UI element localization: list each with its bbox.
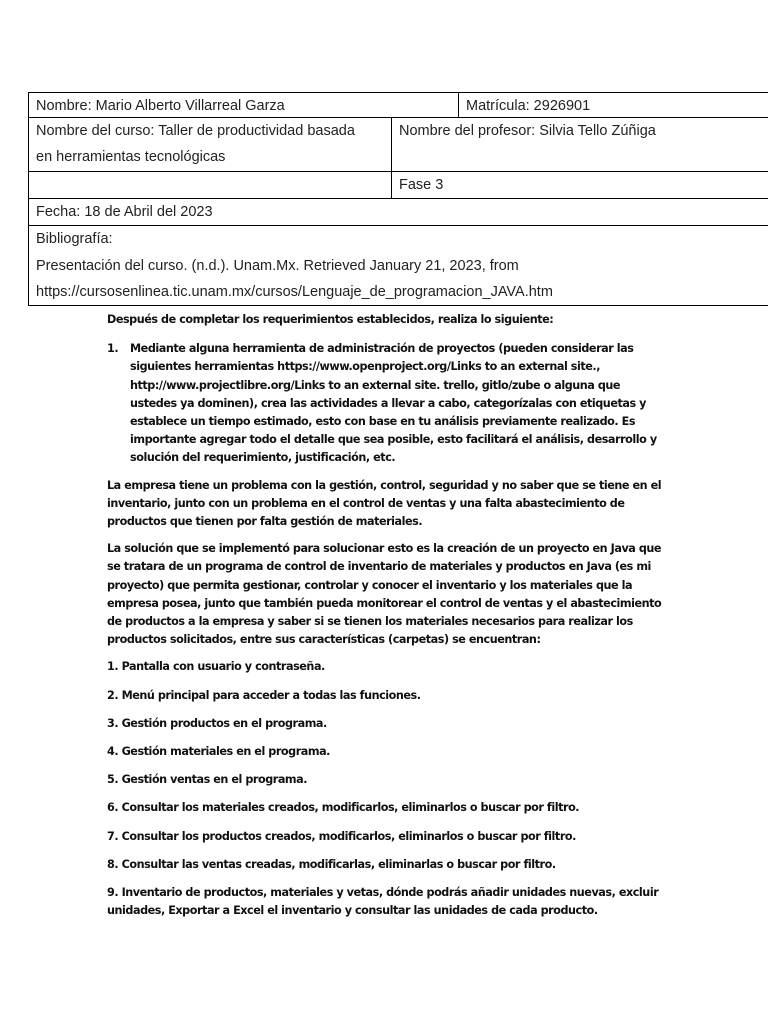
feature-item: 7. Consultar los productos creados, modificarlos, eliminarlos o buscar por filtro. xyxy=(107,829,576,843)
header-row-bibliography xyxy=(28,226,768,306)
feature-item: 5. Gestión ventas en el programa. xyxy=(107,773,308,787)
professor-cell: Nombre del profesor: Silvia Tello Zúñiga xyxy=(391,118,768,171)
header-table xyxy=(28,92,768,306)
instruction-item xyxy=(107,340,667,467)
header-row-phase xyxy=(28,172,768,199)
feature-item: 8. Consultar las ventas creadas, modificarlas, eliminarlas o buscar por filtro. xyxy=(107,857,556,871)
solution-paragraph: La solución que se implementó para solucionar esto es la creación de un proyecto en Java que se tratara de un programa de control de inventario de materiales y productos en Java (es mi proyecto) que permita gestionar, controlar y conocer el inventario y los materiales que la empresa posea, junto que también pueda monitorear el control de ventas y el abastecimiento de productos a la empresa y saber si se tienen los materiales necesarios para realizar los productos solicitados, entre sus características (carpetas) se encuentran: xyxy=(107,542,662,647)
bibliography-cell xyxy=(29,226,768,305)
course-name-line-2: en herramientas tecnológicas xyxy=(36,149,226,165)
feature-item: 4. Gestión materiales en el programa. xyxy=(107,745,330,759)
intro-text: Después de completar los requerimientos establecidos, realiza lo siguiente: xyxy=(107,313,554,326)
instruction-text: Mediante alguna herramienta de administración de proyectos (pueden considerar las siguientes herramientas https://www.openproject.org/Links to an external site., http://www.projectlibre.org/Links to an external site. trello, gitlo/zube o alguna que ustedes ya dominen), crea las actividades a llevar a cabo, categorízalas con etiquetas y establece un tiempo estimado, esto con base en tu análisis previamente realizado. Es importante agregar todo el detalle que sea posible, esto facilitará el análisis, desarrollo y solución del requerimiento, justificación, etc. xyxy=(130,342,657,465)
document-body xyxy=(107,311,667,930)
header-row-name xyxy=(28,92,768,118)
date-cell: Fecha: 18 de Abril del 2023 xyxy=(36,204,213,220)
header-row-date xyxy=(28,199,768,226)
feature-item: 2. Menú principal para acceder a todas las funciones. xyxy=(107,688,421,702)
course-name-cell xyxy=(29,118,391,171)
empty-cell xyxy=(29,172,391,198)
feature-item: 1. Pantalla con usuario y contraseña. xyxy=(107,660,325,674)
problem-paragraph: La empresa tiene un problema con la gestión, control, seguridad y no saber que se tiene en el inventario, junto con un problema en el control de ventas y una falta abastecimiento de productos que tienen por falta gestión de materiales. xyxy=(107,478,662,529)
bibliography-entry-line-2: https://cursosenlinea.tic.unam.mx/cursos/Lenguaje_de_programacion_JAVA.htm xyxy=(36,284,553,300)
phase-cell: Fase 3 xyxy=(391,172,768,198)
bibliography-entry-line-1: Presentación del curso. (n.d.). Unam.Mx. Retrieved January 21, 2023, from xyxy=(36,257,519,274)
feature-item: 6. Consultar los materiales creados, modificarlos, eliminarlos o buscar por filtro. xyxy=(107,801,580,815)
course-name-line-1: Nombre del curso: Taller de productividad basada xyxy=(36,123,355,139)
instruction-number: 1. xyxy=(107,342,119,356)
student-name-cell: Nombre: Mario Alberto Villarreal Garza xyxy=(36,98,285,114)
bibliography-label: Bibliografía: xyxy=(36,231,113,247)
feature-item: 3. Gestión productos en el programa. xyxy=(107,716,327,730)
enrollment-cell: Matrícula: 2926901 xyxy=(458,93,768,117)
feature-item: 9. Inventario de productos, materiales y vetas, dónde podrás añadir unidades nuevas, excluir unidades, Exportar a Excel el inventario y consultar las unidades de cada producto. xyxy=(107,886,659,918)
header-row-course xyxy=(28,118,768,172)
